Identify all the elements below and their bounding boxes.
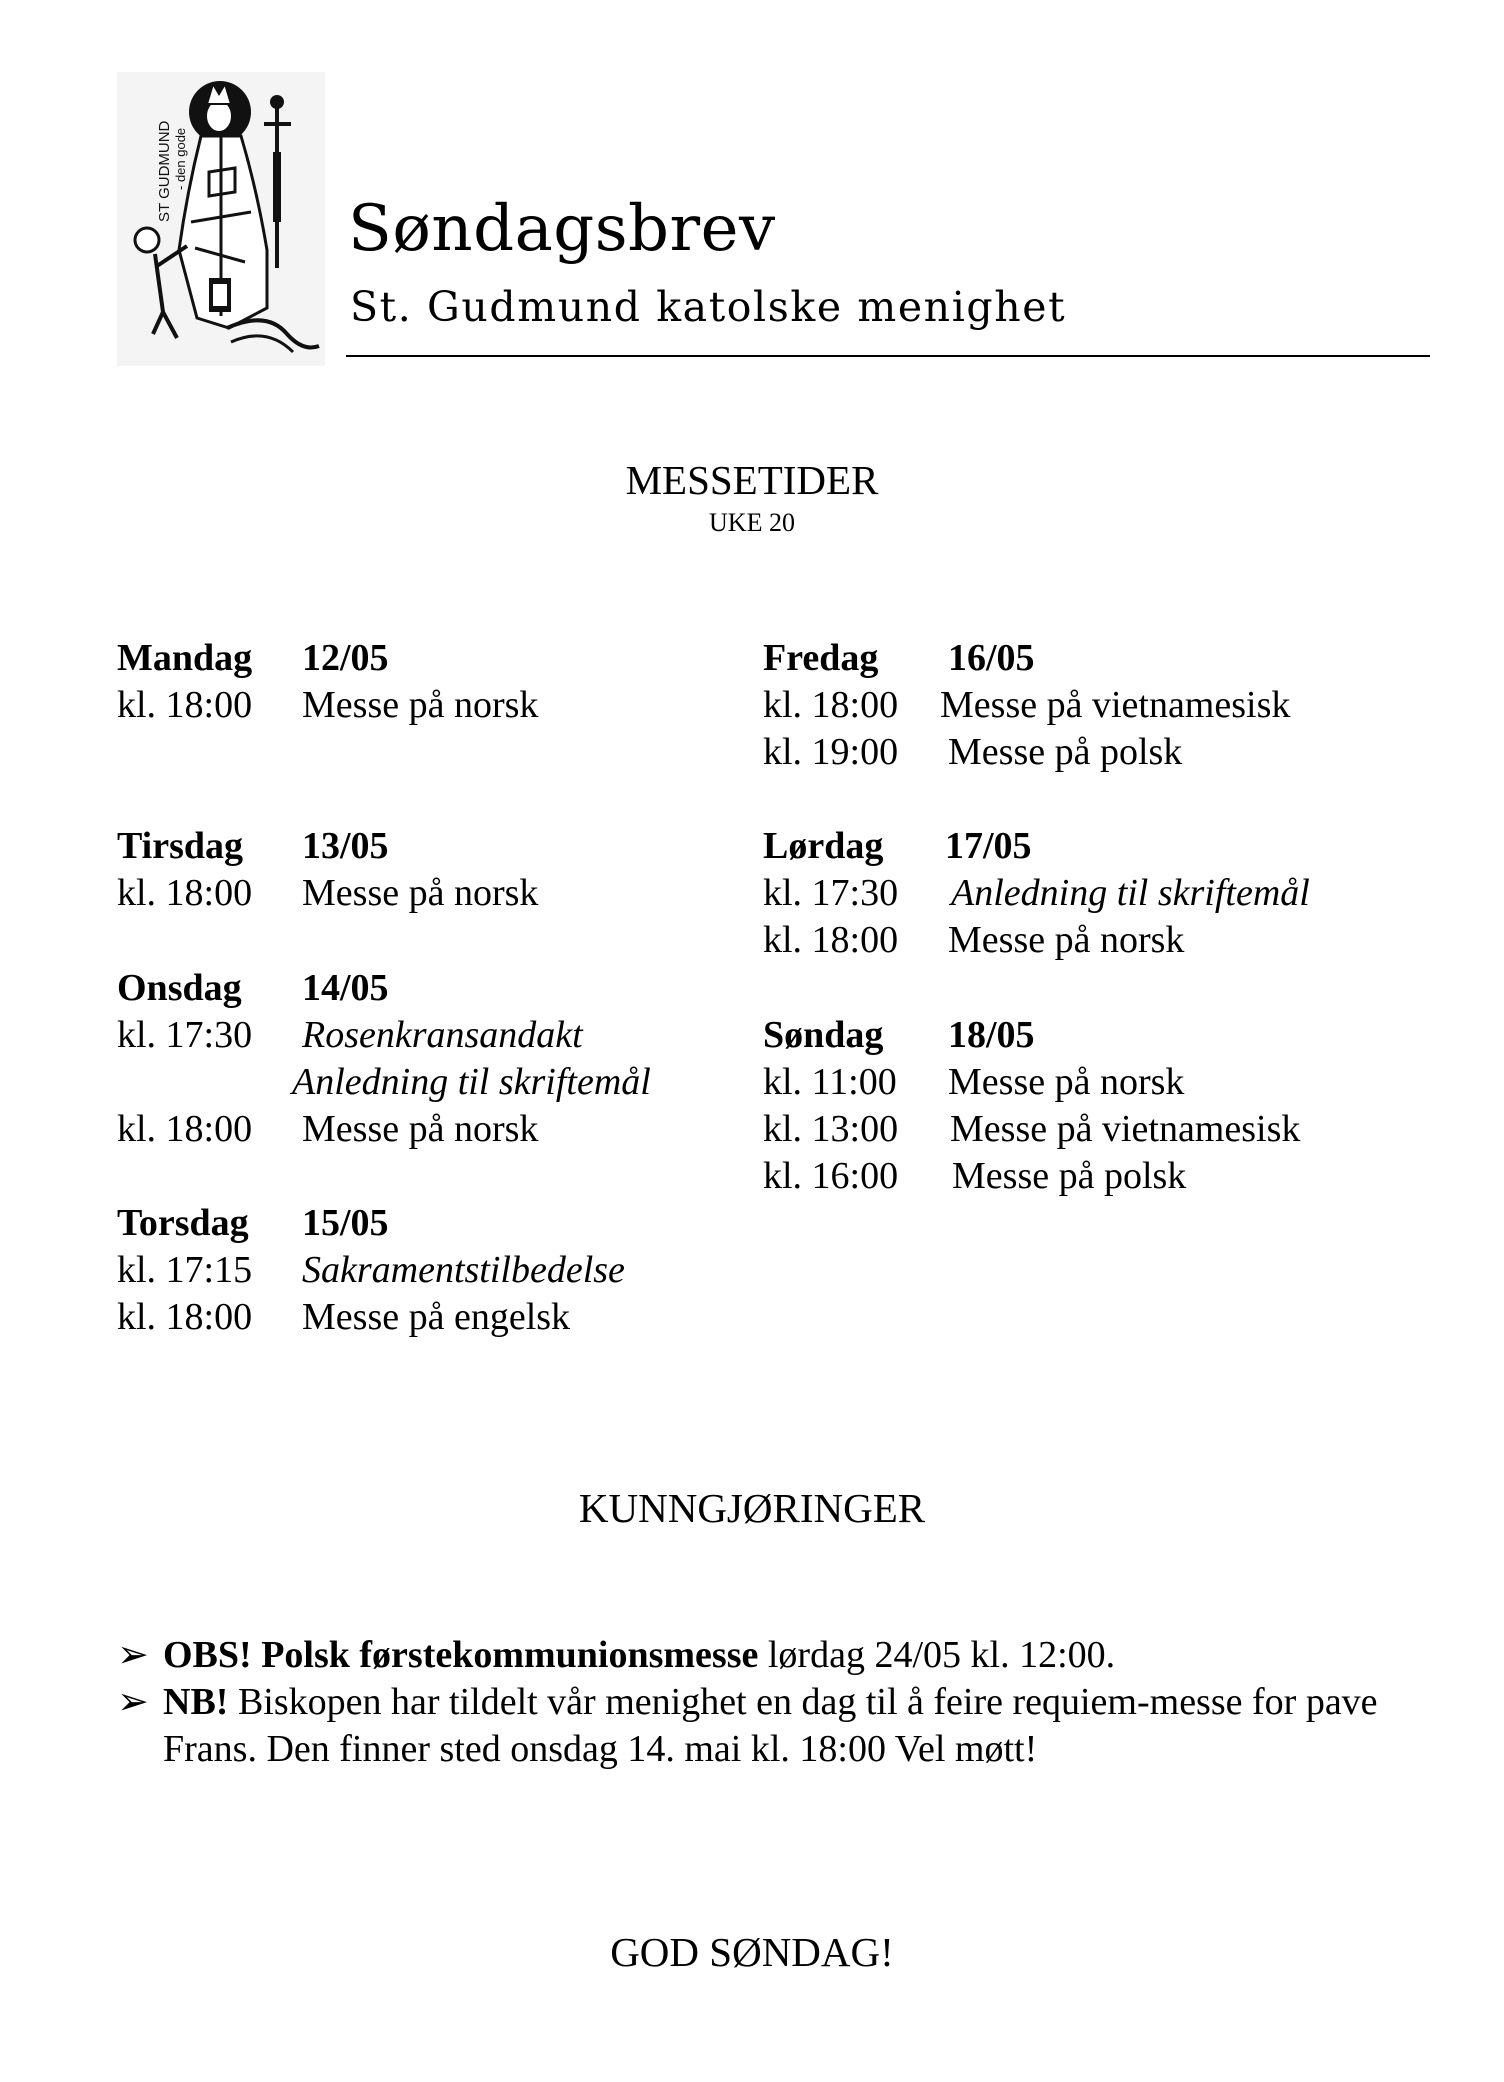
mass-description: Messe på norsk (302, 1108, 539, 1150)
day-date: 18/05 (948, 1014, 1035, 1056)
mass-description: Messe på vietnamesisk (940, 684, 1291, 726)
announcement-emphasis: NB! (163, 1681, 229, 1723)
day-date: 14/05 (302, 967, 389, 1009)
day-label: Søndag (763, 1014, 884, 1056)
announcement-text: Biskopen har tildelt vår menighet en dag til å feire requiem-messe for pave Frans. Den finner sted onsdag 14. mai kl. 18:00 Vel møtt! (163, 1681, 1378, 1770)
mass-description: Anledning til skriftemål (292, 1061, 651, 1103)
mass-description: Rosenkransandakt (302, 1014, 583, 1056)
day-date: 13/05 (302, 825, 389, 867)
day-date: 17/05 (945, 825, 1032, 867)
header-divider (346, 355, 1430, 357)
st-gudmund-illustration (117, 72, 325, 366)
announcements-list (117, 1632, 1407, 1773)
parish-logo (117, 72, 325, 366)
mass-time: kl. 18:00 (117, 1108, 253, 1150)
mass-time: kl. 16:00 (763, 1155, 899, 1197)
mass-description: Messe på norsk (948, 919, 1185, 961)
day-date: 15/05 (302, 1202, 389, 1244)
mass-time: kl. 18:00 (763, 919, 899, 961)
logo-text-1: ST GUDMUND (156, 120, 173, 222)
announcement-text: lørdag 24/05 kl. 12:00. (758, 1634, 1116, 1676)
mass-time: kl. 18:00 (117, 684, 253, 726)
page-title: Søndagsbrev (348, 192, 776, 266)
mass-time: kl. 18:00 (117, 872, 253, 914)
day-date: 16/05 (948, 637, 1035, 679)
mass-time: kl. 17:30 (117, 1014, 253, 1056)
announcement-item (117, 1632, 1407, 1679)
announcements-title: KUNNGJØRINGER (578, 1485, 926, 1531)
mass-description: Anledning til skriftemål (951, 872, 1310, 914)
mass-time: kl. 11:00 (763, 1061, 897, 1103)
mass-time: kl. 13:00 (763, 1108, 899, 1150)
day-label: Onsdag (117, 967, 242, 1009)
mass-description: Messe på polsk (948, 731, 1183, 773)
mass-time: kl. 17:30 (763, 872, 899, 914)
logo-text-2: - den gode (173, 127, 188, 190)
day-label: Torsdag (117, 1202, 249, 1244)
announcement-emphasis: OBS! Polsk førstekommunionsmesse (163, 1634, 759, 1676)
mass-time: kl. 19:00 (763, 731, 899, 773)
day-date: 12/05 (302, 637, 389, 679)
bullet-arrow-icon: ➢ (117, 1681, 149, 1723)
day-label: Fredag (763, 637, 879, 679)
mass-time: kl. 18:00 (763, 684, 899, 726)
mass-description: Sakramentstilbedelse (302, 1249, 625, 1291)
page-subtitle: St. Gudmund katolske menighet (350, 283, 1067, 331)
mass-time: kl. 18:00 (117, 1296, 253, 1338)
mass-description: Messe på norsk (302, 872, 539, 914)
mass-time: kl. 17:15 (117, 1249, 253, 1291)
mass-description: Messe på norsk (948, 1061, 1185, 1103)
mass-description: Messe på engelsk (302, 1296, 571, 1338)
closing-greeting: GOD SØNDAG! (610, 1929, 894, 1975)
announcement-item (117, 1679, 1407, 1773)
mass-description: Messe på polsk (952, 1155, 1187, 1197)
day-label: Mandag (117, 637, 253, 679)
day-label: Tirsdag (117, 825, 244, 867)
mass-description: Messe på vietnamesisk (950, 1108, 1301, 1150)
schedule-week: UKE 20 (709, 508, 795, 537)
mass-description: Messe på norsk (302, 684, 539, 726)
schedule-title: MESSETIDER (625, 457, 879, 503)
day-label: Lørdag (763, 825, 884, 867)
bullet-arrow-icon: ➢ (117, 1634, 149, 1676)
